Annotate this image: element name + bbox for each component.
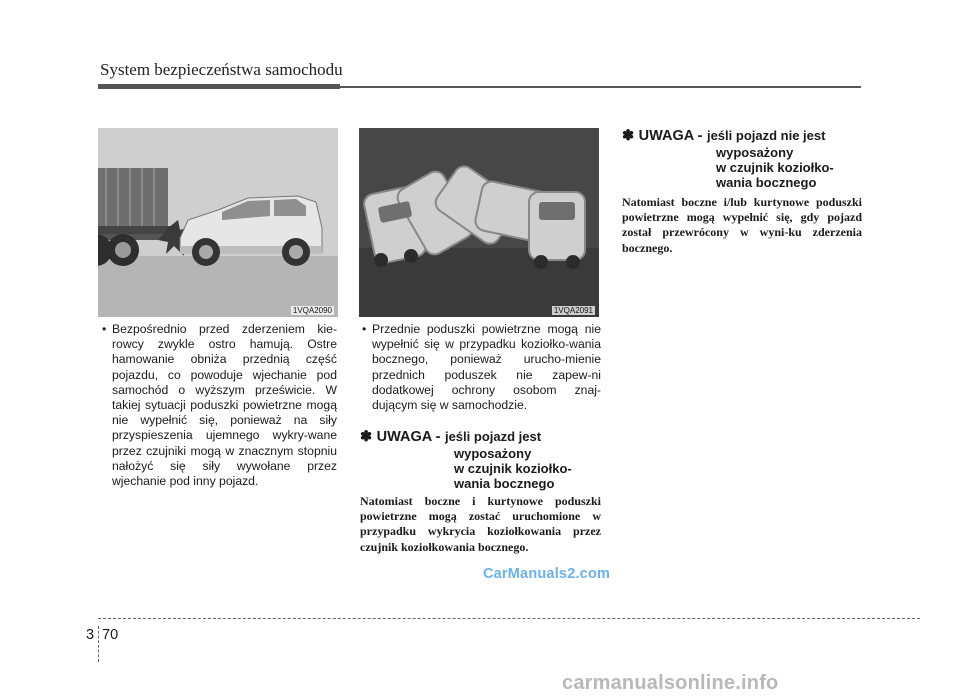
page-number: 70	[102, 627, 119, 643]
rollover-illustration	[359, 128, 599, 317]
caution-heading-without-sensor	[622, 127, 862, 190]
caution-line-4: wania bocznego	[716, 175, 817, 190]
bullet-paragraph-rollover	[360, 322, 601, 413]
footer-site-watermark[interactable]: carmanualsonline.info	[562, 672, 779, 694]
figure-underride-illustration	[98, 128, 338, 317]
caution-line-1: jeśli pojazd nie jest	[706, 128, 826, 143]
caution-line-4: wania bocznego	[454, 476, 555, 491]
caution-symbol-icon: ✽	[622, 128, 635, 144]
page-number-separator	[98, 626, 99, 662]
column-1-text	[100, 322, 337, 489]
page-header-title: System bezpieczeństwa samochodu	[100, 60, 343, 79]
caution-body-without-sensor: Natomiast boczne i/lub kurtynowe poduszki powietrzne mogą wypełnić się, gdy pojazd został przewrócony w wyni-ku zderzenia bocznego.	[622, 195, 862, 255]
column-2-text	[360, 322, 601, 413]
header-rule-thick	[98, 84, 340, 89]
underride-illustration	[98, 128, 338, 317]
bullet-paragraph-underride	[100, 322, 337, 489]
caution-line-2: wyposażony	[454, 446, 532, 461]
caution-body-with-sensor: Natomiast boczne i kurtynowe poduszki powietrzne mogą zostać uruchomione w przypadku wykrycia koziołkowania przez czujnik koziołkowania bocznego.	[360, 494, 601, 554]
footer-dashed-rule	[98, 618, 920, 619]
caution-label: UWAGA -	[376, 429, 441, 445]
bullet-dot: •	[102, 322, 107, 336]
figure-code-1: 1VQA2090	[292, 306, 332, 315]
caution-line-2: wyposażony	[716, 145, 794, 160]
paragraph-rollover: Przednie poduszki powietrzne mogą nie wypełnić się w przypadku koziołko-wania bocznego, ponieważ urucho-mienie przednich poduszek nie zapew-ni dodatkowej ochrony osobom znaj-dującym się w samochodzie.	[372, 322, 601, 413]
header-rule-thin	[340, 86, 861, 88]
watermark-link[interactable]: CarManuals2.com	[483, 566, 611, 582]
bullet-dot: •	[362, 322, 367, 336]
caution-line-3: w czujnik koziołko-	[716, 160, 834, 175]
section-number: 3	[86, 627, 95, 643]
caution-line-3: w czujnik koziołko-	[454, 461, 572, 476]
caution-heading-with-sensor	[360, 428, 601, 491]
figure-code-2: 1VQA2091	[553, 306, 593, 315]
caution-line-1: jeśli pojazd jest	[444, 429, 542, 444]
caution-label: UWAGA -	[638, 128, 703, 144]
caution-symbol-icon: ✽	[360, 429, 373, 445]
paragraph-underride: Bezpośrednio przed zderzeniem kie-rowcy zwykle ostro hamują. Ostre hamowanie obniża przednią część pojazdu, co powoduje wjechanie pod samochód o wyższym prześwicie. W takiej sytuacji poduszki powietrzne mogą nie wypełnić się, ponieważ na siły przyspieszenia ujemnego wykry-wane przez czujniki mogą w znacznym stopniu nałożyć się siły wywołane przez wjechanie pod inny pojazd.	[112, 322, 337, 489]
figure-rollover-illustration	[359, 128, 599, 317]
